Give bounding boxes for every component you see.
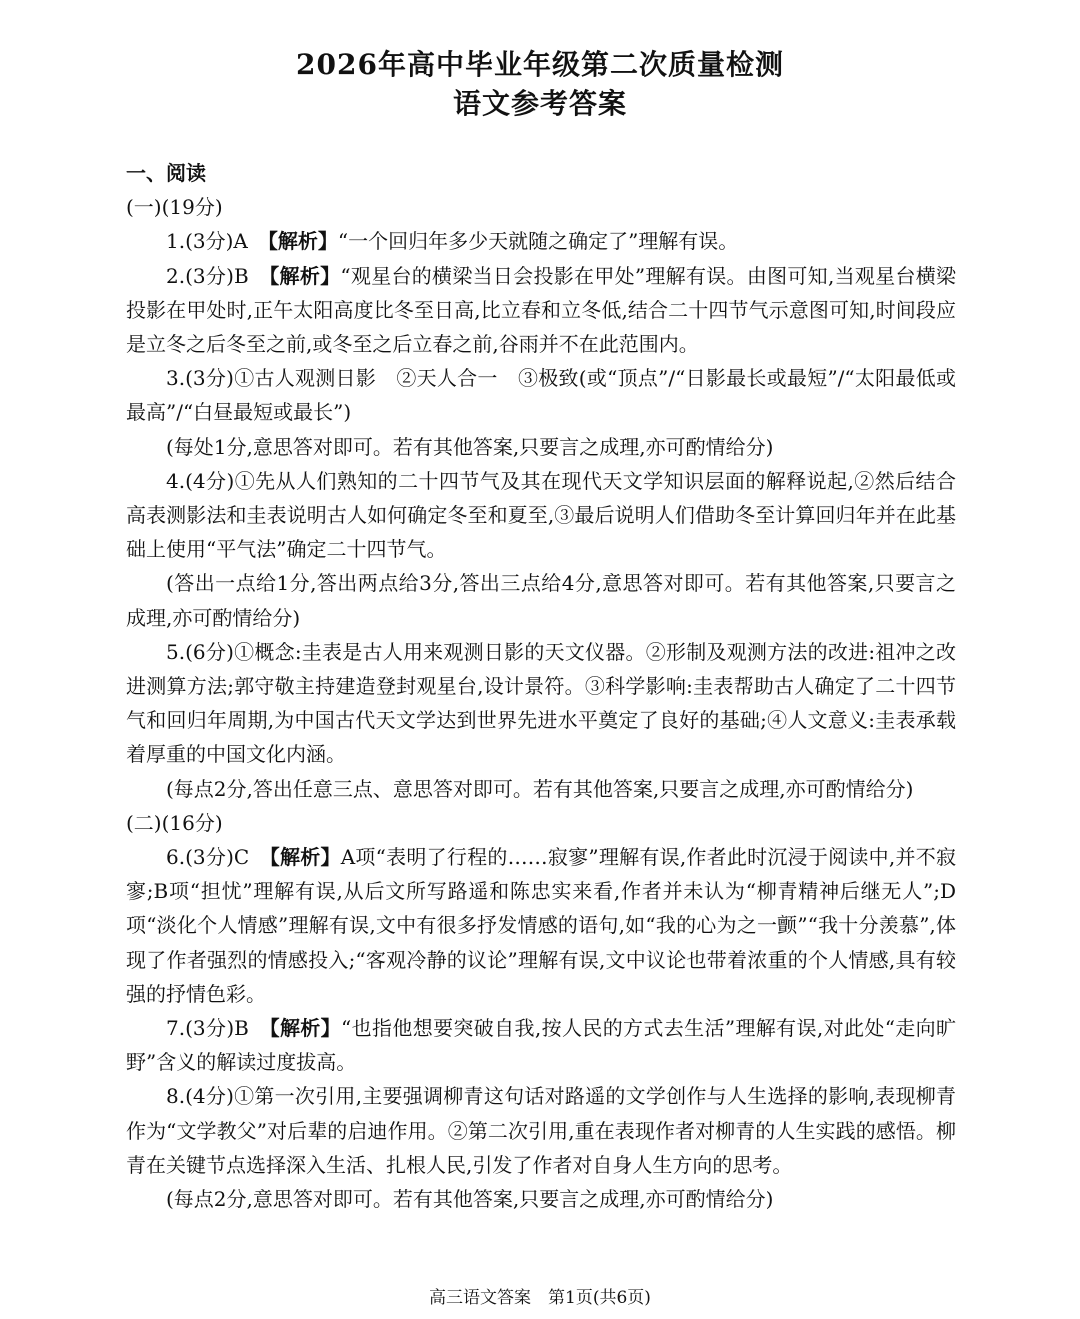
q7-analysis-tag: 【解析】 <box>269 1016 342 1041</box>
page-title: 2026年高中毕业年级第二次质量检测 <box>296 48 784 81</box>
q6-analysis-tag: 【解析】 <box>269 845 341 870</box>
q1-text: “一个回归年多少天就随之确定了”理解有误。 <box>337 229 739 254</box>
answer-q7 <box>126 1011 956 1079</box>
q2-number: 2.(3分)B <box>166 263 249 288</box>
q6-text: A项“表明了行程的……寂寥”理解有误,作者此时沉浸于阅读中,并不寂寥;B项“担忧”理解有误,从后文所写路遥和陈忠实来看,作者并未认为“柳青精神后继无人”;D项“淡化个人情感”理解有误,文中有很多抒发情感的语句,如“我的心为之一颤”“我十分羡慕”,体现了作者强烈的情感投入;“客观冷静的议论”理解有误,文中议论也带着浓重的个人情感,具有较强的抒情色彩。 <box>126 845 957 1006</box>
scoring-note-q8: (每点2分,意思答对即可。若有其他答案,只要言之成理,亦可酌情给分) <box>166 1187 774 1212</box>
part-two-label: (二)(16分) <box>126 810 223 835</box>
q2-analysis-tag: 【解析】 <box>269 263 341 288</box>
part-one-label: (一)(19分) <box>126 195 223 220</box>
scoring-note-q4: (答出一点给1分,答出两点给3分,答出三点给4分,意思答对即可。若有其他答案,只要言之成理,亦可酌情给分) <box>126 571 956 630</box>
answer-q6 <box>126 840 956 1011</box>
q7-text: “也指他想要突破自我,按人民的方式去生活”理解有误,对此处“走向旷野”含义的解读过度拔高。 <box>126 1016 957 1075</box>
answer-q5: 5.(6分)①概念:圭表是古人用来观测日影的天文仪器。②形制及观测方法的改进:祖冲之改进测算方法;郭守敬主持建造登封观星台,设计景符。③科学影响:圭表帮助古人确定了二十四节气和回归年周期,为中国古代天文学达到世界先进水平奠定了良好的基础;④人文意义:圭表承载着厚重的中国文化内涵。 <box>126 639 956 767</box>
page-subtitle: 语文参考答案 <box>452 87 627 120</box>
answer-q8: 8.(4分)①第一次引用,主要强调柳青这句话对路遥的文学创作与人生选择的影响,表现柳青作为“文学教父”对后辈的启迪作用。②第二次引用,重在表现作者对柳青的人生实践的感悟。柳青在关键节点选择深入生活、扎根人民,引发了作者对自身人生方向的思考。 <box>126 1084 956 1177</box>
q1-analysis-tag: 【解析】 <box>267 229 338 254</box>
answer-q1 <box>126 224 956 258</box>
q7-number: 7.(3分)B <box>166 1016 249 1041</box>
answer-q2 <box>126 259 956 362</box>
q2-text: “观星台的横梁当日会投影在甲处”理解有误。由图可知,当观星台横梁投影在甲处时,正午太阳高度比冬至日高,比立春和立冬低,结合二十四节气示意图可知,时间段应是立冬之后冬至之前,或冬至之后立春之前,谷雨并不在此范围内。 <box>126 263 957 357</box>
q6-number: 6.(3分)C <box>166 845 250 870</box>
section-heading-reading: 一、阅读 <box>126 161 206 185</box>
scoring-note-q5: (每点2分,答出任意三点、意思答对即可。若有其他答案,只要言之成理,亦可酌情给分) <box>166 776 914 801</box>
answer-q4: 4.(4分)①先从人们熟知的二十四节气及其在现代天文学知识层面的解释说起,②然后结合高表测影法和圭表说明古人如何确定冬至和夏至,③最后说明人们借助冬至计算回归年并在此基础上使用“平气法”确定二十四节气。 <box>126 468 956 562</box>
answer-q3: 3.(3分)①古人观测日影 ②天人合一 ③极致(或“顶点”/“日影最长或最短”/“太阳最低或最高”/“白昼最短或最长”) <box>126 366 956 425</box>
q1-number: 1.(3分)A <box>166 229 248 254</box>
answer-content <box>126 156 956 1216</box>
scoring-note-q3: (每处1分,意思答对即可。若有其他答案,只要言之成理,亦可酌情给分) <box>166 434 774 459</box>
page-footer: 高三语文答案 第1页(共6页) <box>429 1288 651 1308</box>
